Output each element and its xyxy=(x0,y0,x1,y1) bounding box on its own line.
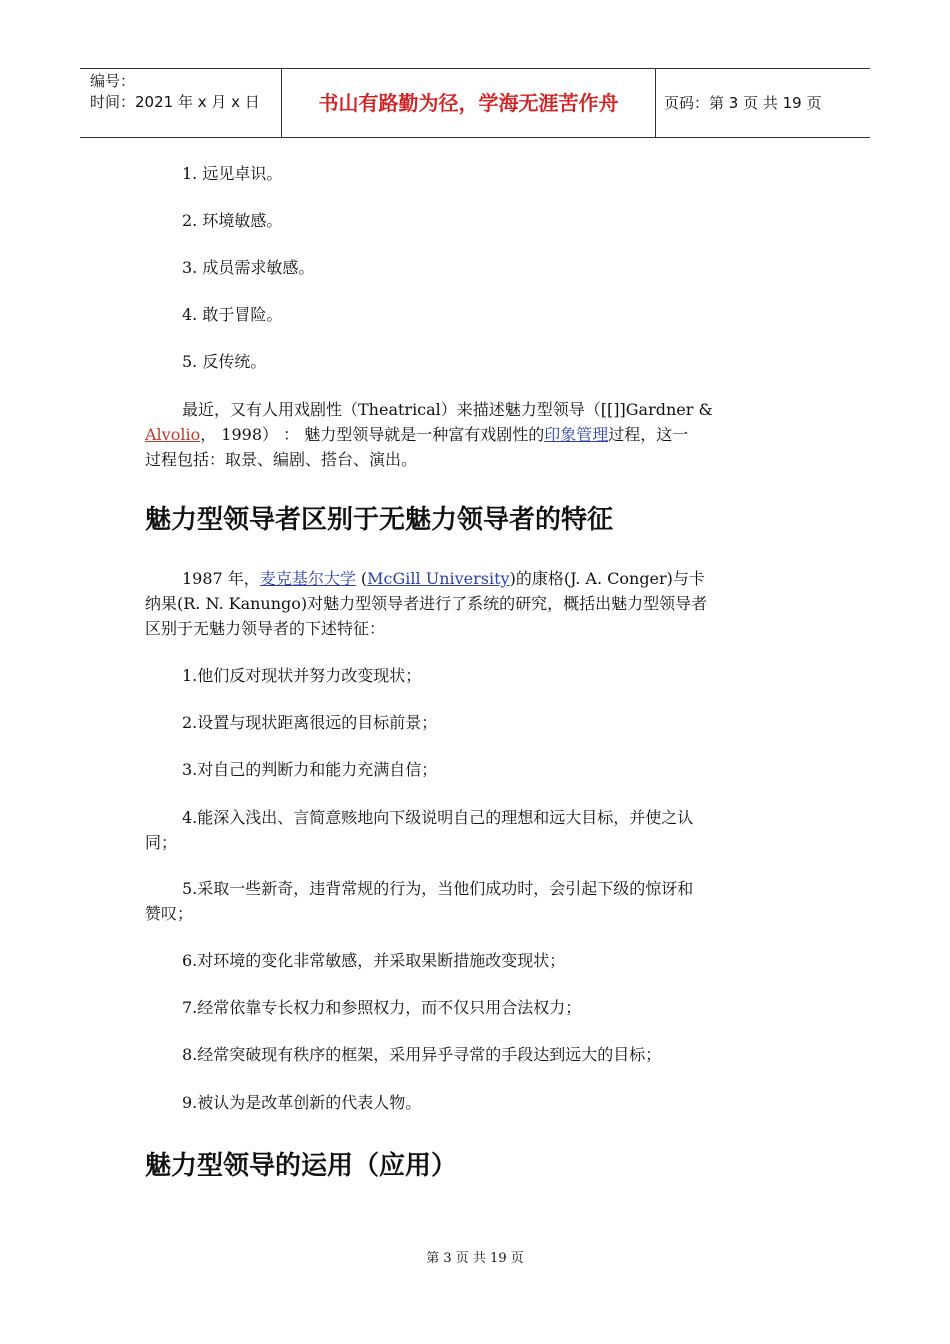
paragraph-text: ， 1998） ： 魅力型领导就是一种富有戏剧性的 xyxy=(200,425,545,444)
paragraph-line: 最近，又有人用戏剧性（Theatrical）来描述魅力型领导（[[]]Gardner & xyxy=(182,400,713,419)
conger-paragraph xyxy=(145,566,805,641)
section-heading: 魅力型领导的运用（应用） xyxy=(145,1151,458,1181)
list-item: 1.他们反对现状并努力改变现状； xyxy=(182,666,422,685)
document-time-label: 时间：2021 年 x 月 x 日 xyxy=(90,93,260,111)
paragraph-text: 1987 年， xyxy=(182,569,260,588)
alvolio-link[interactable]: Alvolio xyxy=(145,425,201,444)
list-item: 4.能深入浅出、言简意赅地向下级说明自己的理想和远大目标，并使之认 xyxy=(182,808,694,827)
page-header-table xyxy=(80,68,870,138)
list-item-continuation: 赞叹； xyxy=(145,904,194,923)
list-item: 5. 反传统。 xyxy=(182,352,267,371)
list-item: 7.经常依靠专长权力和参照权力，而不仅只用合法权力； xyxy=(182,998,582,1017)
list-item: 6.对环境的变化非常敏感，并采取果断措施改变现状； xyxy=(182,951,566,970)
paragraph-line xyxy=(145,566,805,591)
section-heading: 魅力型领导者区别于无魅力领导者的特征 xyxy=(145,505,614,535)
list-item: 8.经常突破现有秩序的框架，采用异乎寻常的手段达到远大的目标； xyxy=(182,1045,662,1064)
header-page-info: 页码：第 3 页 共 19 页 xyxy=(664,94,822,112)
list-item: 2.设置与现状距离很远的目标前景； xyxy=(182,713,438,732)
page-footer: 第 3 页 共 19 页 xyxy=(426,1251,524,1266)
list-item: 9.被认为是改革创新的代表人物。 xyxy=(182,1093,422,1112)
mcgill-cn-link[interactable]: 麦克基尔大学 xyxy=(259,569,356,588)
theatrical-paragraph xyxy=(145,397,805,472)
paragraph-text: ( xyxy=(355,569,368,588)
paragraph-line: 过程包括：取景、编剧、搭台、演出。 xyxy=(145,450,418,469)
list-item: 1. 远见卓识。 xyxy=(182,164,283,183)
header-meta-cell xyxy=(80,69,282,137)
paragraph-text: 过程，这一 xyxy=(608,425,689,444)
list-item: 3.对自己的判断力和能力充满自信； xyxy=(182,760,438,779)
list-item: 2. 环境敏感。 xyxy=(182,211,283,230)
paragraph-line: 区别于无魅力领导者的下述特征： xyxy=(145,619,386,638)
paragraph-text: )的康格(J. A. Conger)与卡 xyxy=(509,569,705,588)
header-motto: 书山有路勤为径，学海无涯苦作舟 xyxy=(282,69,656,137)
paragraph-line: 纳果(R. N. Kanungo)对魅力型领导者进行了系统的研究，概括出魅力型领导者 xyxy=(145,594,708,613)
impression-management-link[interactable]: 印象管理 xyxy=(544,425,609,444)
paragraph-line xyxy=(145,422,805,447)
list-item: 4. 敢于冒险。 xyxy=(182,305,283,324)
document-number-label: 编号： xyxy=(90,72,136,90)
mcgill-en-link[interactable]: McGill University xyxy=(367,569,510,588)
list-item: 3. 成员需求敏感。 xyxy=(182,258,315,277)
list-item: 5.采取一些新奇，违背常规的行为，当他们成功时，会引起下级的惊讶和 xyxy=(182,879,694,898)
list-item-continuation: 同； xyxy=(145,833,178,852)
